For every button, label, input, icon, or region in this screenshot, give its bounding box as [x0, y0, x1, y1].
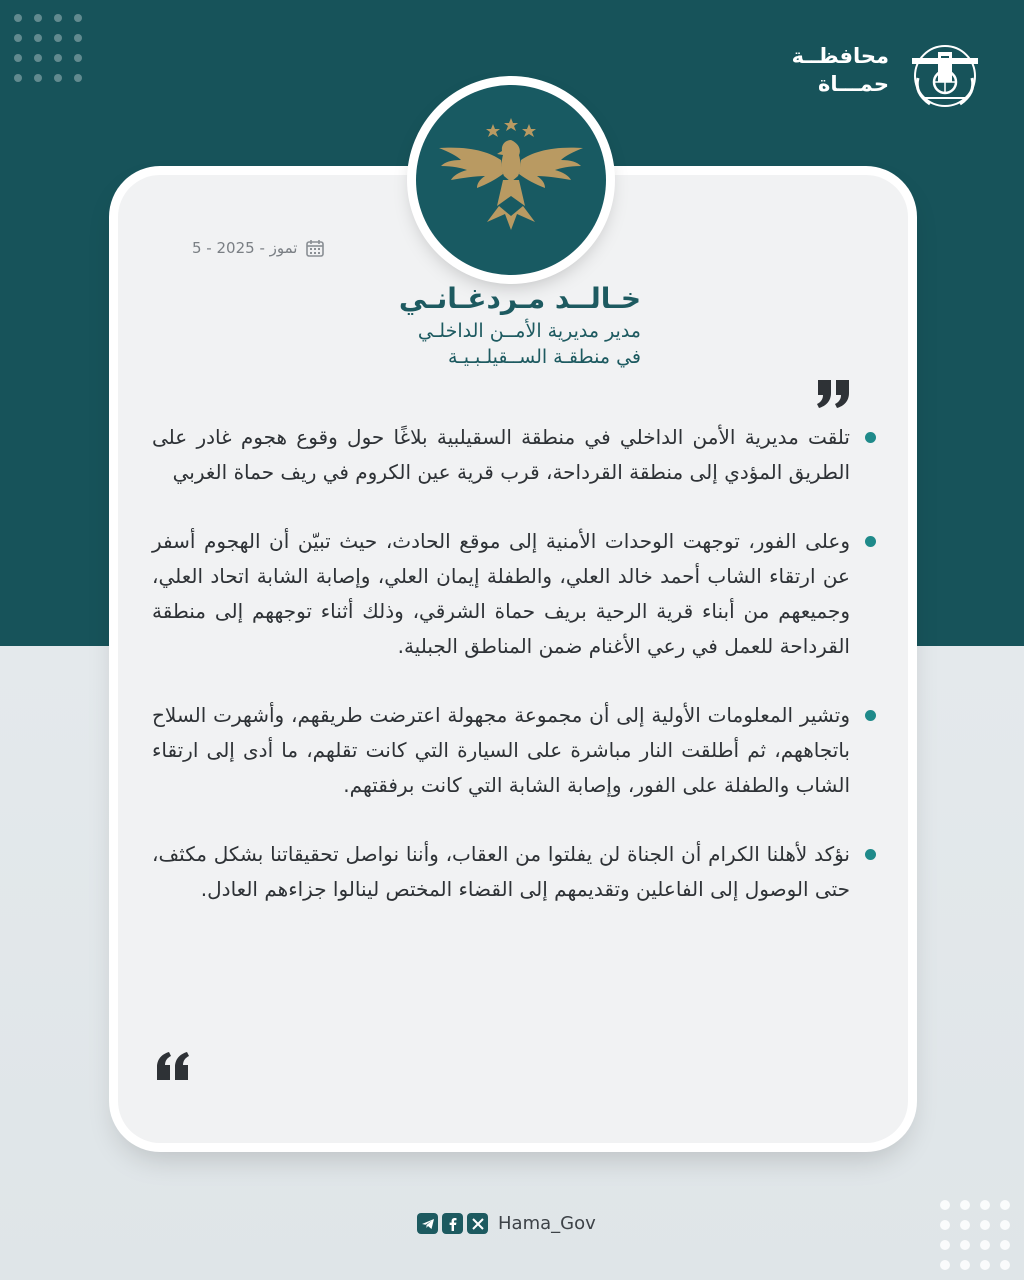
- statement-paragraph: [152, 524, 880, 664]
- bullet-dot-icon: [865, 536, 876, 547]
- hama-governorate-seal-icon: [904, 38, 986, 114]
- official-title: [418, 318, 641, 370]
- governorate-name-line2: حمـــاة: [817, 72, 889, 96]
- statement-paragraph: [152, 698, 880, 803]
- quote-open-icon: [814, 376, 854, 410]
- decorative-dots-bottom: [940, 1200, 1010, 1270]
- statement-paragraph: [152, 420, 880, 490]
- governorate-name-line1: محافظــة: [791, 44, 889, 68]
- social-footer: [417, 1213, 596, 1234]
- decorative-dots-top: [14, 14, 82, 82]
- x-icon[interactable]: [467, 1213, 488, 1234]
- paragraph-text: نؤكد لأهلنا الكرام أن الجناة لن يفلتوا من العقاب، وأننا نواصل تحقيقاتنا بشكل مكثف، حتى الوصول إلى الفاعلين وتقديمهم إلى القضاء المختص لينالوا جزاءهم العادل.: [152, 842, 850, 901]
- paragraph-text: وتشير المعلومات الأولية إلى أن مجموعة مجهولة اعترضت طريقهم، وأشهرت السلاح باتجاههم، ثم أطلقت النار مباشرة على السيارة التي كانت تقلهم، ما أدى إلى ارتقاء الشاب والطفلة على الفور، وإصابة الشابة التي كانت برفقتهم.: [152, 703, 850, 797]
- paragraph-text: تلقت مديرية الأمن الداخلي في منطقة السقيلبية بلاغًا حول وقوع هجوم غادر على الطريق المؤدي إلى منطقة القرداحة، قرب قرية عين الكروم في ريف حماة الغربي: [152, 425, 850, 484]
- telegram-icon[interactable]: [417, 1213, 438, 1234]
- statement-body: [152, 420, 880, 941]
- bullet-dot-icon: [865, 432, 876, 443]
- post-date: [192, 238, 325, 258]
- social-handle[interactable]: Hama_Gov: [498, 1213, 596, 1234]
- facebook-icon[interactable]: [442, 1213, 463, 1234]
- bullet-dot-icon: [865, 849, 876, 860]
- official-title-line2: في منطقـة الســقيلـبـيـة: [448, 346, 641, 368]
- post-date-text: 5 - تموز - 2025: [192, 239, 298, 257]
- statement-paragraph: [152, 837, 880, 907]
- calendar-icon: [305, 238, 325, 258]
- eagle-emblem-icon: [431, 110, 591, 250]
- official-title-line1: مدير مديرية الأمــن الداخلـي: [417, 320, 641, 342]
- official-name: خـالــد مـردغـانـي: [398, 282, 641, 315]
- emblem-badge: [416, 85, 606, 275]
- quote-close-icon: [152, 1050, 192, 1084]
- bullet-dot-icon: [865, 710, 876, 721]
- governorate-name: [792, 42, 889, 98]
- paragraph-text: وعلى الفور، توجهت الوحدات الأمنية إلى موقع الحادث، حيث تبيّن أن الهجوم أسفر عن ارتقاء الشاب أحمد خالد العلي، والطفلة إيمان العلي، وإصابة الشابة اتحاد العلي، وجميعهم من أبناء قرية الرحية بريف حماة الشرقي، وذلك أثناء توجههم إلى منطقة القرداحة للعمل في رعي الأغنام ضمن المناطق الجبلية.: [152, 529, 850, 658]
